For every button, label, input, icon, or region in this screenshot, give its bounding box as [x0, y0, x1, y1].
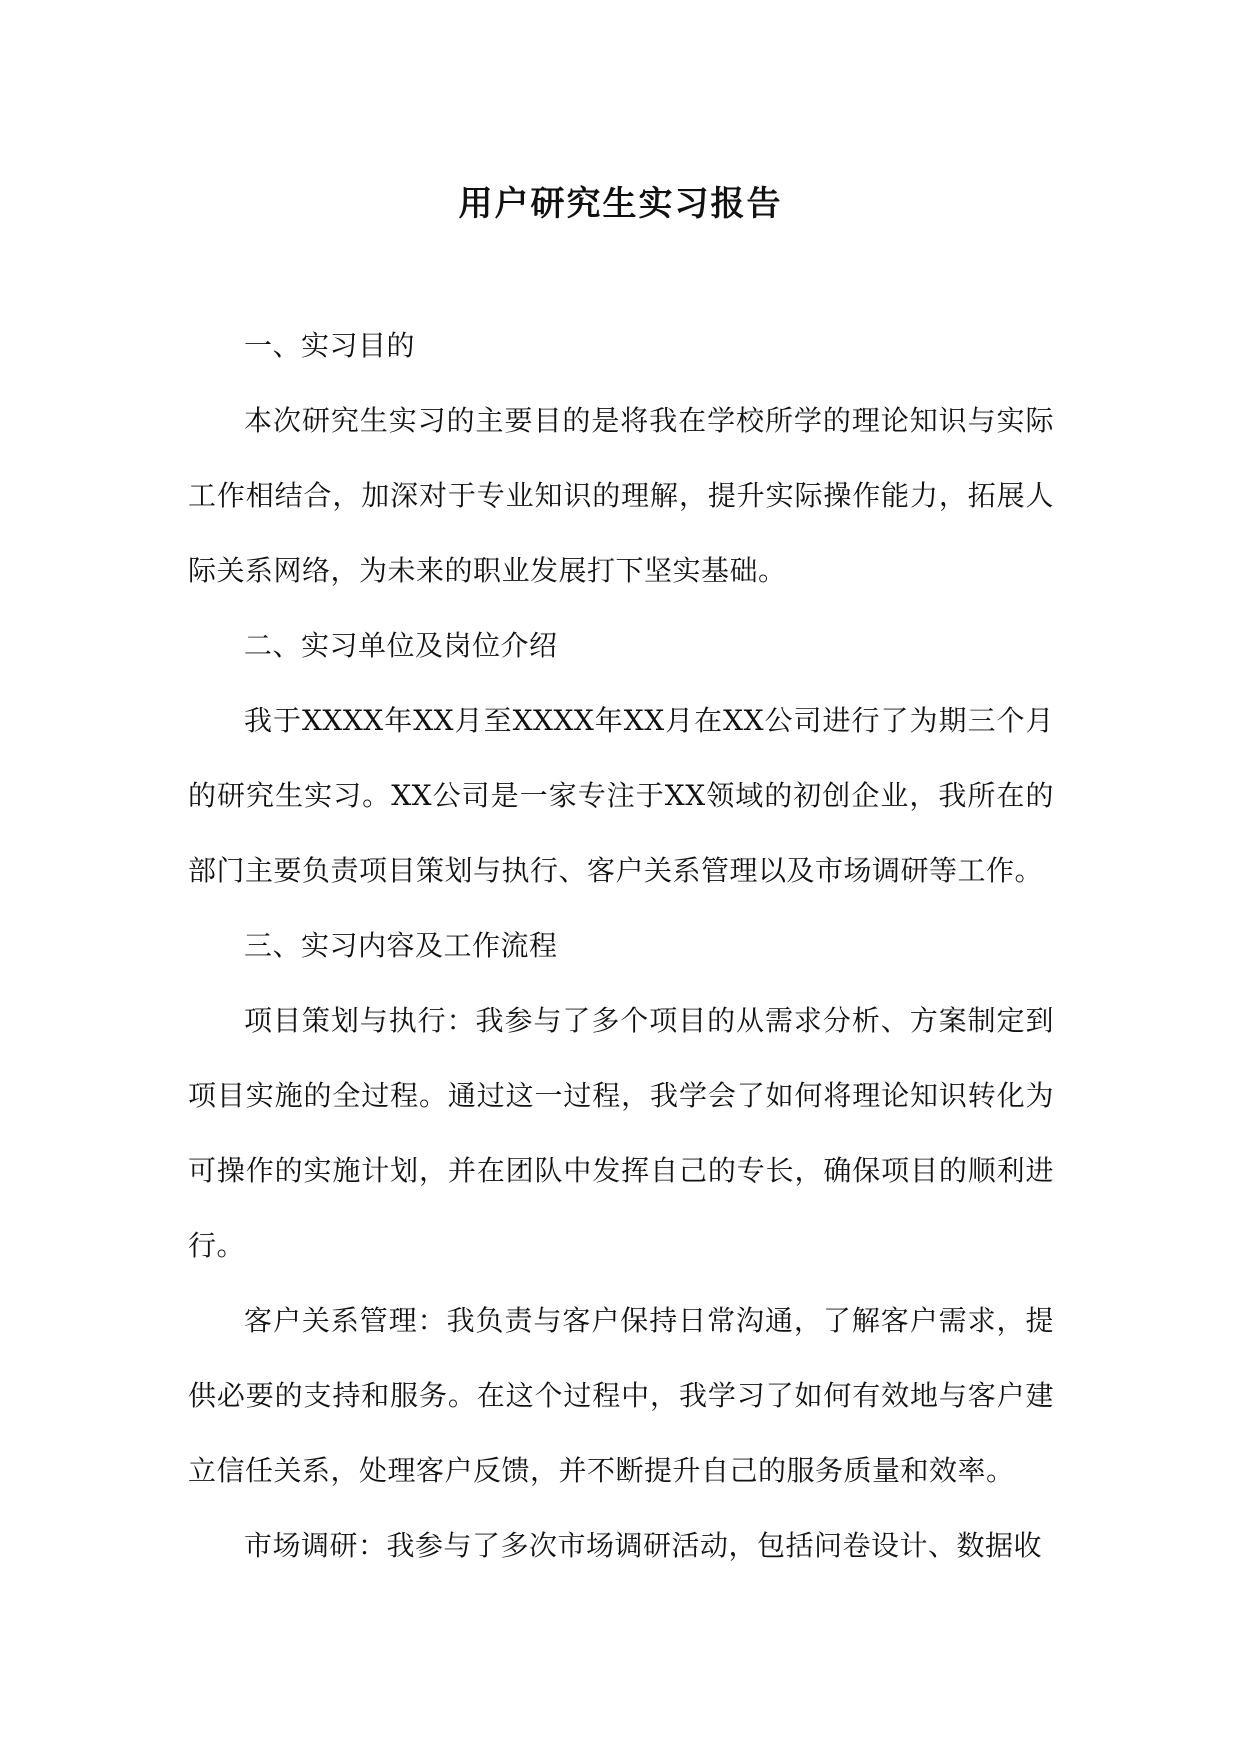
- section-heading-content: 三、实习内容及工作流程: [244, 929, 558, 962]
- paragraph-company: 我于XXXX年XX月至XXXX年XX月在XX公司进行了为期三个月的研究生实习。XX公司是一家专注于XX领域的初创企业，我所在的部门主要负责项目策划与执行、客户关系管理以及市场调研等工作。: [188, 704, 1054, 887]
- paragraph-customer-relations: 客户关系管理：我负责与客户保持日常沟通，了解客户需求，提供必要的支持和服务。在这个过程中，我学习了如何有效地与客户建立信任关系，处理客户反馈，并不断提升自己的服务质量和效率。: [188, 1304, 1054, 1487]
- section-heading-company: 二、实习单位及岗位介绍: [244, 629, 558, 662]
- paragraph-purpose: 本次研究生实习的主要目的是将我在学校所学的理论知识与实际工作相结合，加深对于专业知识的理解，提升实际操作能力，拓展人际关系网络，为未来的职业发展打下坚实基础。: [188, 404, 1054, 587]
- section-heading-purpose: 一、实习目的: [244, 329, 416, 362]
- paragraph-project-planning: 项目策划与执行：我参与了多个项目的从需求分析、方案制定到项目实施的全过程。通过这一过程，我学会了如何将理论知识转化为可操作的实施计划，并在团队中发挥自己的专长，确保项目的顺利进行。: [188, 1004, 1054, 1262]
- document-body: [188, 308, 1054, 1583]
- document-title: 用户研究生实习报告: [458, 184, 783, 224]
- paragraph-market-research: 市场调研：我参与了多次市场调研活动，包括问卷设计、数据收: [244, 1529, 1043, 1562]
